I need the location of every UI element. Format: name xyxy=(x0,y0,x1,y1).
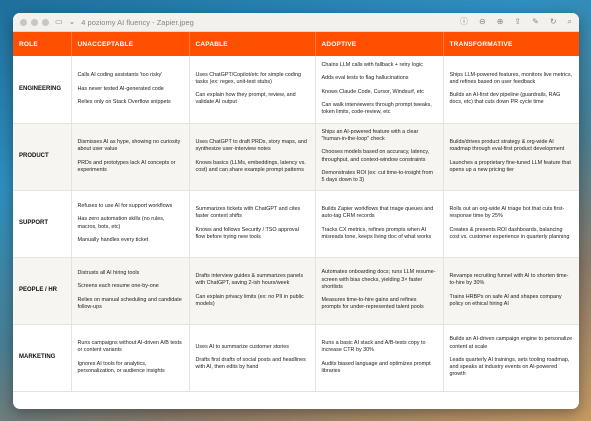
role-label: ENGINEERING xyxy=(13,56,71,123)
cell-line: Can walk interviewers through prompt tweaks, token limits, code-review, etc xyxy=(321,101,432,116)
window-minimize-icon[interactable] xyxy=(31,19,38,26)
cell-line: PRDs and prototypes lack AI concepts or experiments xyxy=(77,159,176,173)
cell-line: Measures time-to-hire gains and refines prompts for under-represented talent pools xyxy=(321,297,424,311)
cell-capable xyxy=(189,123,315,190)
table-row xyxy=(13,56,579,123)
cell-adoptive xyxy=(315,257,443,324)
toolbar xyxy=(460,18,572,26)
role-label: PRODUCT xyxy=(13,123,71,190)
cell-line: Audits biased language and optimizes prompt libraries xyxy=(321,360,431,374)
traffic-lights xyxy=(20,19,49,26)
cell-line: Calls AI coding assistants 'too risky' xyxy=(77,72,163,79)
cell-line: Ships an AI-powered feature with a clear "human-in-the-loop" check xyxy=(321,128,419,143)
cell-line: Chooses models based on accuracy, latency, throughput, and context-window constraints xyxy=(321,149,430,163)
header-row xyxy=(13,32,579,56)
cell-line: Ignores AI tools for analytics, personalization, or audience insights xyxy=(77,360,165,374)
cell-line: Knows Claude Code, Cursor, Windsurf, etc xyxy=(321,88,424,95)
role-label: MARKETING xyxy=(13,324,71,391)
table-row xyxy=(13,324,579,391)
cell-transformative xyxy=(443,324,579,391)
search-icon[interactable]: ⌕ xyxy=(567,17,572,26)
cell-unacceptable xyxy=(71,257,189,324)
cell-line: Distrusts all AI hiring tools xyxy=(77,270,140,277)
cell-line: Summarizes tickets with ChatGPT and cites faster context shifts xyxy=(195,206,301,220)
cell-capable xyxy=(189,324,315,391)
table-row xyxy=(13,123,579,190)
cell-adoptive xyxy=(315,324,443,391)
cell-line: Adds eval tests to flag hallucinations xyxy=(321,75,409,82)
share-icon[interactable]: ⇪ xyxy=(514,17,522,26)
table-row xyxy=(13,190,579,257)
role-label: SUPPORT xyxy=(13,190,71,257)
cell-transformative xyxy=(443,56,579,123)
cell-unacceptable xyxy=(71,190,189,257)
cell-line: Builds an AI-first dev pipeline (guardrails, RAG docs, etc) that cuts down PR cycle time xyxy=(449,92,561,106)
cell-line: Creates & presents ROI dashboards, balancing cost vs. customer experience in quarterly planning xyxy=(449,226,570,240)
window-title: 4 poziomy AI fluency - Zapier.jpeg xyxy=(81,17,194,27)
cell-line: Leads quarterly AI trainings, sets tooling roadmap, and speaks at industry events on AI-powered growth xyxy=(449,356,570,378)
cell-transformative xyxy=(443,257,579,324)
cell-line: Builds/drives product strategy & org-wide AI roadmap through eval-first product development xyxy=(449,139,565,153)
cell-capable xyxy=(189,56,315,123)
cell-line: Has zero automation skills (no rules, macros, bots, etc) xyxy=(77,216,165,230)
zoom-in-icon[interactable]: ⊕ xyxy=(496,17,504,26)
cell-unacceptable xyxy=(71,324,189,391)
chevron-down-icon[interactable]: ⌄ xyxy=(68,17,76,26)
rotate-icon[interactable]: ↻ xyxy=(549,17,557,26)
cell-line: Drafts interview guides & summarizes panels with ChatGPT, saving 2-ish hours/week xyxy=(195,273,304,287)
cell-line: Uses AI to summarize customer stories xyxy=(195,343,289,350)
cell-line: Relies only on Stack Overflow snippets xyxy=(77,98,171,105)
markup-icon[interactable]: ✎ xyxy=(532,17,539,26)
cell-line: Demonstrates ROI (ex: cut time-to-insight from 5 days down to 3) xyxy=(321,169,433,183)
cell-line: Runs campaigns without AI-driven A/B tests or content variants xyxy=(77,340,182,354)
cell-capable xyxy=(189,257,315,324)
cell-line: Dismisses AI as hype, showing no curiosity about user value xyxy=(77,139,181,153)
preview-window xyxy=(13,13,579,409)
header-transformative: TRANSFORMATIVE xyxy=(443,32,579,56)
cell-line: Knows basics (LLMs, embeddings, latency vs. cost) and can share example prompt patterns xyxy=(195,159,306,173)
cell-line: Can explain privacy limits (ex: no PII in public models) xyxy=(195,293,304,307)
cell-line: Ships LLM-powered features, monitors live metrics, and refines based on user feedback xyxy=(449,71,573,86)
cell-line: Launches a proprietary fine-tuned LLM feature that opens up a new pricing tier xyxy=(449,159,571,173)
cell-line: Rolls out an org-wide AI triage bot that cuts first-response time by 25% xyxy=(449,206,565,220)
cell-line: Refuses to use AI for support workflows xyxy=(77,203,173,210)
cell-transformative xyxy=(443,123,579,190)
cell-adoptive xyxy=(315,56,443,123)
cell-line: Revamps recruiting funnel with AI to shorten time-to-hire by 30% xyxy=(449,273,569,287)
cell-line: Automates onboarding docs; runs LLM resume-screen with bias checks, yielding 3× faster shortlists xyxy=(321,269,436,290)
cell-adoptive xyxy=(315,123,443,190)
ai-fluency-table xyxy=(13,32,579,392)
cell-line: Drafts first drafts of social posts and headlines with AI, then edits by hand xyxy=(195,356,306,371)
role-label: PEOPLE / HR xyxy=(13,257,71,324)
window-zoom-icon[interactable] xyxy=(42,19,49,26)
cell-line: Tracks CX metrics, refines prompts when AI misreads tone, keeps living doc of what works xyxy=(321,226,432,240)
cell-line: Screens each resume one-by-one xyxy=(77,283,159,290)
cell-line: Relies on manual scheduling and candidate follow-ups xyxy=(77,296,182,310)
info-icon[interactable]: ⓘ xyxy=(460,17,468,26)
table-row xyxy=(13,257,579,324)
cell-line: Manually handles every ticket xyxy=(77,236,149,243)
cell-unacceptable xyxy=(71,56,189,123)
cell-line: Runs a basic AI stack and A/B-tests copy to increase CTR by 30% xyxy=(321,340,426,354)
cell-capable xyxy=(189,190,315,257)
cell-adoptive xyxy=(315,190,443,257)
cell-line: Trains HRBPs on safe AI and shapes company policy on ethical hiring AI xyxy=(449,293,562,307)
header-unacceptable: UNACCEPTABLE xyxy=(71,32,189,56)
cell-line: Uses ChatGPT/Copilot/etc for simple coding tasks (ex: regex, unit-test stubs) xyxy=(195,71,301,86)
cell-line: Chains LLM calls with fallback + retry logic xyxy=(321,62,423,69)
cell-line: Has never tested AI-generated code xyxy=(77,85,164,92)
cell-transformative xyxy=(443,190,579,257)
sidebar-icon[interactable]: ▭ xyxy=(55,17,63,26)
zoom-out-icon[interactable]: ⊖ xyxy=(479,17,486,26)
header-role: ROLE xyxy=(13,32,71,56)
header-adoptive: ADOPTIVE xyxy=(315,32,443,56)
cell-line: Builds an AI-driven campaign engine to personalize content at scale xyxy=(449,336,573,350)
cell-line: Knows and follows Security / TSO approval flow before trying new tools xyxy=(195,226,299,240)
window-close-icon[interactable] xyxy=(20,19,27,26)
cell-line: Builds Zapier workflows that triage queues and auto-tag CRM records xyxy=(321,206,434,220)
title-bar xyxy=(13,13,579,32)
cell-line: Uses ChatGPT to draft PRDs, story maps, and synthesize user-interview notes xyxy=(195,139,307,153)
header-capable: CAPABLE xyxy=(189,32,315,56)
cell-unacceptable xyxy=(71,123,189,190)
cell-line: Can explain how they prompt, review, and validate AI output xyxy=(195,92,296,106)
